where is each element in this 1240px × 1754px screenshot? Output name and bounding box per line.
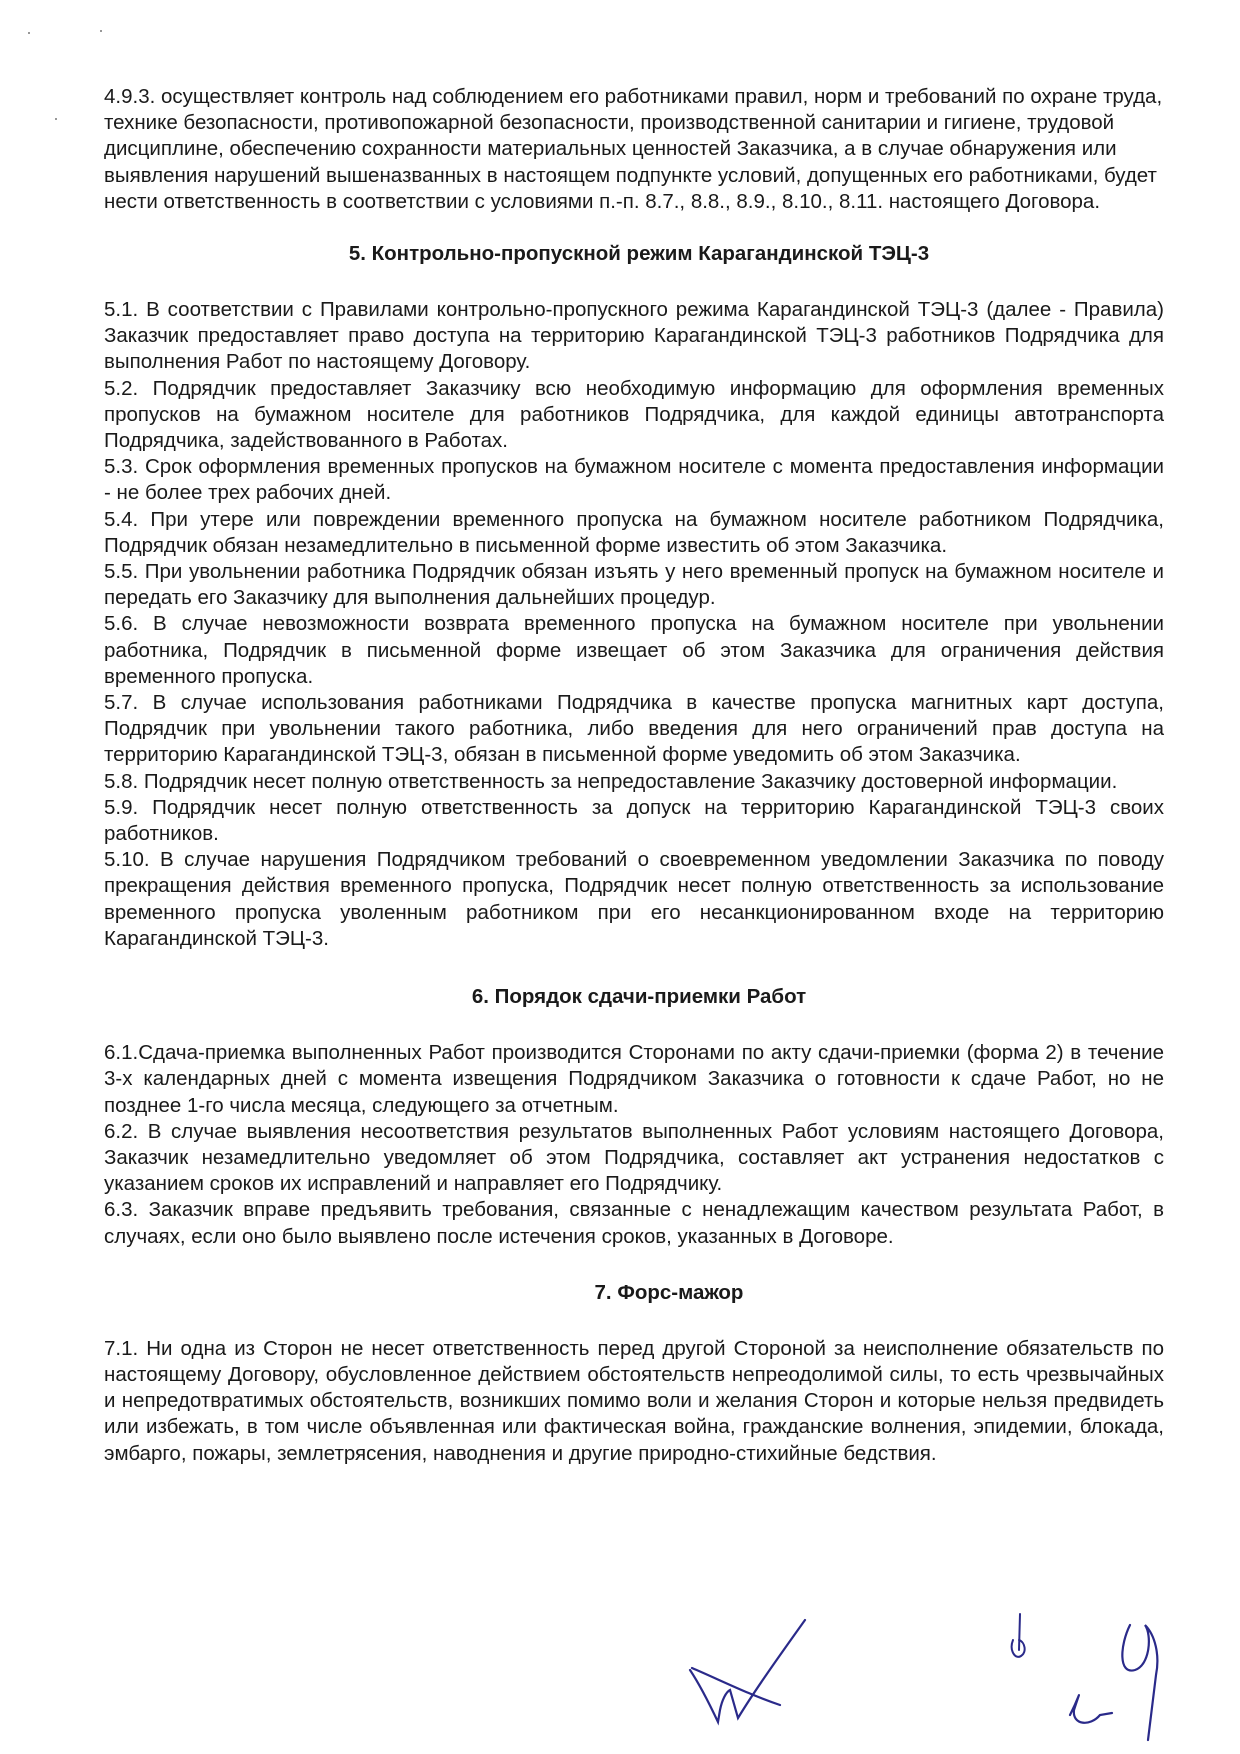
clause-5-4: 5.4. При утере или повреждении временного пропуска на бумажном носителе работником Подрядчика, Подрядчик обязан незамедлительно в письменной форме известить об этом Заказчика. — [104, 507, 1164, 557]
clause-6-1: 6.1.Сдача-приемка выполненных Работ производится Сторонами по акту сдачи-приемки (форма 2) в течение 3-х календарных дней с момента извещения Подрядчиком Заказчика о готовности к сдаче Работ, но не позднее 1-го числа месяца, следующего за отчетным. — [104, 1041, 1164, 1117]
clause-6-3: 6.3. Заказчик вправе предъявить требования, связанные с ненадлежащим качеством результата Работ, в случаях, если оно было выявлено после истечения сроков, указанных в Договоре. — [104, 1198, 1164, 1248]
document-page — [104, 84, 1164, 1467]
scan-speck — [100, 30, 102, 32]
clause-5-5: 5.5. При увольнении работника Подрядчик обязан изъять у него временный пропуск на бумажном носителе и передать его Заказчику для выполнения дальнейших процедур. — [104, 560, 1164, 610]
scan-speck — [28, 32, 30, 34]
section-6-heading: 6. Порядок сдачи-приемки Работ — [471, 985, 807, 1009]
clause-5-2: 5.2. Подрядчик предоставляет Заказчику всю необходимую информацию для оформления временных пропусков на бумажном носителе для работников Подрядчика, для каждой единицы автотранспорта Подрядчика, задействованного в Работах. — [104, 376, 1164, 453]
clause-5-8: 5.8. Подрядчик несет полную ответственность за непредоставление Заказчику достоверной информации. — [104, 769, 1118, 793]
clause-6-2: 6.2. В случае выявления несоответствия результатов выполненных Работ условиям настоящего Договора, Заказчик незамедлительно уведомляет об этом Подрядчика, составляет акт устранения недостатков с указанием сроков их исправлений и направляет его Подрядчику. — [104, 1119, 1164, 1196]
clause-5-3: 5.3. Срок оформления временных пропусков на бумажном носителе с момента предоставления информации - не более трех рабочих дней. — [104, 455, 1164, 505]
clause-5-1: 5.1. В соответствии с Правилами контрольно-пропускного режима Карагандинской ТЭЦ-3 (далее - Правила) Заказчик предоставляет право доступа на территорию Карагандинской ТЭЦ-3 работников Подрядчика для выполнения Работ по настоящему Договору. — [104, 298, 1164, 374]
clause-4-9-3: 4.9.3. осуществляет контроль над соблюдением его работниками правил, норм и требований по охране труда, технике безопасности, противопожарной безопасности, производственной санитарии и гигиене, трудовой дисциплине, обеспечению сохранности материальных ценностей Заказчика, а в случае обнаружения или выявления нарушений вышеназванных в настоящем подпункте условий, допущенных его работниками, будет нести ответственность в соответствии с условиями п.-п. 8.7., 8.8., 8.9., 8.10., 8.11. настоящего Договора. — [104, 85, 1163, 213]
clause-7-1: 7.1. Ни одна из Сторон не несет ответственность перед другой Стороной за неисполнение обязательств по настоящему Договору, обусловленное действием обстоятельств непреодолимой силы, то есть чрезвычайных и непредотвратимых обстоятельств, возникших помимо воли и желания Сторон и которые нельзя предвидеть или избежать, в том числе объявленная или фактическая война, гражданские волнения, эпидемии, блокада, эмбарго, пожары, землетрясения, наводнения и другие природно-стихийные бедствия. — [104, 1336, 1164, 1465]
clause-5-6: 5.6. В случае невозможности возврата временного пропуска на бумажном носителе при увольнении работника, Подрядчик в письменной форме извещает об этом Заказчика для ограничения действия временного пропуска. — [104, 612, 1164, 688]
scan-speck — [55, 118, 57, 120]
signature-left — [680, 1610, 820, 1730]
clause-5-9: 5.9. Подрядчик несет полную ответственность за допуск на территорию Карагандинской ТЭЦ-3 своих работников. — [104, 795, 1164, 846]
initials-mark — [1005, 1610, 1035, 1670]
clause-5-10: 5.10. В случае нарушения Подрядчиком требований о своевременном уведомлении Заказчика по поводу прекращения действия временного пропуска, Подрядчик несет полную ответственность за использование временного пропуска уволенным работником при его несанкционированном входе на территорию Карагандинской ТЭЦ-3. — [104, 848, 1164, 950]
section-7-heading: 7. Форс-мажор — [594, 1280, 744, 1304]
section-5-heading: 5. Контрольно-пропускной режим Карагандинской ТЭЦ-3 — [348, 242, 930, 266]
signature-right — [1060, 1615, 1200, 1745]
clause-5-7: 5.7. В случае использования работниками Подрядчика в качестве пропуска магнитных карт доступа, Подрядчик при увольнении такого работника, либо введения для него ограничений прав доступа на территорию Карагандинской ТЭЦ-3, обязан в письменной форме уведомить об этом Заказчика. — [104, 691, 1164, 767]
